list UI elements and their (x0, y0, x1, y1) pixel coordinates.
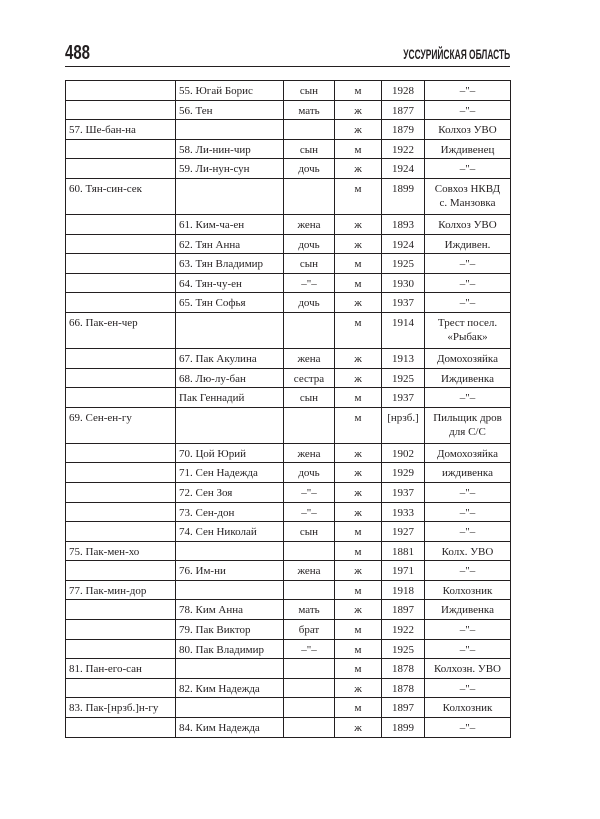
sex-cell: ж (335, 293, 382, 313)
relation-cell: мать (284, 600, 335, 620)
note-cell: Иждивенец (425, 139, 511, 159)
member-name-cell: 82. Ким Надежда (176, 678, 284, 698)
table-row (66, 100, 511, 120)
relation-cell: дочь (284, 463, 335, 483)
member-name-cell (176, 120, 284, 140)
relation-cell (284, 659, 335, 679)
birth-year-cell: 1937 (382, 482, 425, 502)
table-row (66, 178, 511, 214)
household-head-cell (66, 502, 176, 522)
member-name-cell (176, 698, 284, 718)
note-cell: Колхозник (425, 698, 511, 718)
household-head-cell: 81. Пан-его-сан (66, 659, 176, 679)
note-cell: –"– (425, 522, 511, 542)
note-cell: Колхозник (425, 580, 511, 600)
note-cell: –"– (425, 254, 511, 274)
sex-cell: м (335, 312, 382, 348)
table-row (66, 463, 511, 483)
birth-year-cell: 1925 (382, 368, 425, 388)
household-head-cell (66, 561, 176, 581)
household-head-cell: 83. Пак-[нрзб.]н-гу (66, 698, 176, 718)
relation-cell: дочь (284, 159, 335, 179)
relation-cell: сестра (284, 368, 335, 388)
household-head-cell (66, 234, 176, 254)
table-row (66, 214, 511, 234)
sex-cell: ж (335, 100, 382, 120)
household-head-cell (66, 620, 176, 640)
relation-cell (284, 580, 335, 600)
table-row (66, 348, 511, 368)
note-cell: –"– (425, 639, 511, 659)
sex-cell: ж (335, 718, 382, 738)
relation-cell (284, 718, 335, 738)
household-head-cell: 57. Ше-бан-на (66, 120, 176, 140)
birth-year-cell: 1925 (382, 639, 425, 659)
household-head-cell (66, 482, 176, 502)
household-head-cell: 75. Пак-мен-хо (66, 541, 176, 561)
note-cell: –"– (425, 678, 511, 698)
relation-cell: сын (284, 81, 335, 101)
member-name-cell (176, 541, 284, 561)
member-name-cell: 58. Ли-нин-чир (176, 139, 284, 159)
member-name-cell: 74. Сен Николай (176, 522, 284, 542)
table-row (66, 639, 511, 659)
relation-cell (284, 312, 335, 348)
relation-cell: –"– (284, 482, 335, 502)
header-rule (65, 66, 510, 67)
birth-year-cell: 1902 (382, 443, 425, 463)
note-cell: –"– (425, 293, 511, 313)
sex-cell: ж (335, 600, 382, 620)
table-row (66, 81, 511, 101)
birth-year-cell: 1914 (382, 312, 425, 348)
note-cell: Иждивенка (425, 368, 511, 388)
birth-year-cell: [нрзб.] (382, 407, 425, 443)
birth-year-cell: 1899 (382, 718, 425, 738)
relation-cell: сын (284, 254, 335, 274)
relation-cell (284, 678, 335, 698)
member-name-cell: 62. Тян Анна (176, 234, 284, 254)
birth-year-cell: 1924 (382, 159, 425, 179)
household-head-cell (66, 293, 176, 313)
relation-cell (284, 541, 335, 561)
sex-cell: ж (335, 234, 382, 254)
household-head-cell: 60. Тян-син-сек (66, 178, 176, 214)
sex-cell: ж (335, 463, 382, 483)
member-name-cell: 84. Ким Надежда (176, 718, 284, 738)
member-name-cell: 70. Цой Юрий (176, 443, 284, 463)
sex-cell: ж (335, 678, 382, 698)
member-name-cell (176, 312, 284, 348)
relation-cell: сын (284, 388, 335, 408)
table-row (66, 368, 511, 388)
household-head-cell (66, 159, 176, 179)
household-head-cell: 69. Сен-ен-гу (66, 407, 176, 443)
birth-year-cell: 1922 (382, 139, 425, 159)
household-head-cell (66, 100, 176, 120)
birth-year-cell: 1881 (382, 541, 425, 561)
relation-cell: сын (284, 522, 335, 542)
household-head-cell (66, 718, 176, 738)
note-cell: Колхозн. УВО (425, 659, 511, 679)
table-row (66, 698, 511, 718)
note-cell: –"– (425, 159, 511, 179)
relation-cell: –"– (284, 502, 335, 522)
sex-cell: ж (335, 159, 382, 179)
birth-year-cell: 1913 (382, 348, 425, 368)
birth-year-cell: 1878 (382, 659, 425, 679)
table-row (66, 620, 511, 640)
note-cell: Колхоз УВО (425, 214, 511, 234)
table-row (66, 678, 511, 698)
note-cell: Пильщик дров для С/С (425, 407, 511, 443)
household-head-cell (66, 254, 176, 274)
birth-year-cell: 1878 (382, 678, 425, 698)
relation-cell: жена (284, 214, 335, 234)
household-head-cell: 66. Пак-ен-чер (66, 312, 176, 348)
member-name-cell: 61. Ким-ча-ен (176, 214, 284, 234)
birth-year-cell: 1928 (382, 81, 425, 101)
household-head-cell (66, 522, 176, 542)
member-name-cell: 71. Сен Надежда (176, 463, 284, 483)
birth-year-cell: 1924 (382, 234, 425, 254)
member-name-cell: 67. Пак Акулина (176, 348, 284, 368)
household-head-cell: 77. Пак-мин-дор (66, 580, 176, 600)
table-row (66, 273, 511, 293)
note-cell: –"– (425, 81, 511, 101)
note-cell: –"– (425, 502, 511, 522)
table-row (66, 580, 511, 600)
note-cell: иждивенка (425, 463, 511, 483)
note-cell: –"– (425, 100, 511, 120)
household-register-table (65, 80, 511, 738)
birth-year-cell: 1971 (382, 561, 425, 581)
page-number: 488 (65, 42, 91, 64)
birth-year-cell: 1897 (382, 698, 425, 718)
sex-cell: ж (335, 368, 382, 388)
note-cell: Колхоз УВО (425, 120, 511, 140)
table-row (66, 600, 511, 620)
note-cell: Иждивенка (425, 600, 511, 620)
table-row (66, 388, 511, 408)
household-head-cell (66, 81, 176, 101)
table-row (66, 293, 511, 313)
sex-cell: м (335, 639, 382, 659)
birth-year-cell: 1893 (382, 214, 425, 234)
birth-year-cell: 1927 (382, 522, 425, 542)
note-cell: –"– (425, 718, 511, 738)
relation-cell (284, 178, 335, 214)
member-name-cell: 73. Сен-дон (176, 502, 284, 522)
birth-year-cell: 1937 (382, 293, 425, 313)
member-name-cell: 59. Ли-нун-сун (176, 159, 284, 179)
household-head-cell (66, 348, 176, 368)
household-head-cell (66, 368, 176, 388)
birth-year-cell: 1899 (382, 178, 425, 214)
member-name-cell: 72. Сен Зоя (176, 482, 284, 502)
table-row (66, 312, 511, 348)
member-name-cell: Пак Геннадий (176, 388, 284, 408)
note-cell: Колх. УВО (425, 541, 511, 561)
member-name-cell (176, 659, 284, 679)
sex-cell: ж (335, 502, 382, 522)
sex-cell: м (335, 273, 382, 293)
note-cell: –"– (425, 561, 511, 581)
table-row (66, 234, 511, 254)
birth-year-cell: 1879 (382, 120, 425, 140)
sex-cell: ж (335, 348, 382, 368)
member-name-cell: 55. Югай Борис (176, 81, 284, 101)
table-row (66, 482, 511, 502)
relation-cell: дочь (284, 293, 335, 313)
member-name-cell: 68. Лю-лу-бан (176, 368, 284, 388)
sex-cell: м (335, 139, 382, 159)
sex-cell: м (335, 620, 382, 640)
running-title: УССУРИЙСКАЯ ОБЛАСТЬ (403, 46, 510, 62)
birth-year-cell: 1929 (382, 463, 425, 483)
household-head-cell (66, 678, 176, 698)
relation-cell (284, 407, 335, 443)
note-cell: Совхоз НКВД с. Манзовка (425, 178, 511, 214)
birth-year-cell: 1897 (382, 600, 425, 620)
member-name-cell (176, 407, 284, 443)
household-head-cell (66, 273, 176, 293)
birth-year-cell: 1877 (382, 100, 425, 120)
household-head-cell (66, 139, 176, 159)
table-row (66, 120, 511, 140)
member-name-cell: 78. Ким Анна (176, 600, 284, 620)
note-cell: –"– (425, 388, 511, 408)
household-head-cell (66, 388, 176, 408)
birth-year-cell: 1925 (382, 254, 425, 274)
member-name-cell (176, 178, 284, 214)
household-head-cell (66, 463, 176, 483)
note-cell: –"– (425, 620, 511, 640)
relation-cell: –"– (284, 639, 335, 659)
sex-cell: м (335, 659, 382, 679)
household-head-cell (66, 639, 176, 659)
sex-cell: ж (335, 443, 382, 463)
table-row (66, 407, 511, 443)
sex-cell: м (335, 254, 382, 274)
sex-cell: м (335, 580, 382, 600)
relation-cell: брат (284, 620, 335, 640)
sex-cell: ж (335, 214, 382, 234)
sex-cell: м (335, 407, 382, 443)
household-head-cell (66, 214, 176, 234)
relation-cell (284, 698, 335, 718)
member-name-cell: 64. Тян-чу-ен (176, 273, 284, 293)
member-name-cell: 65. Тян Софья (176, 293, 284, 313)
sex-cell: м (335, 698, 382, 718)
member-name-cell: 80. Пак Владимир (176, 639, 284, 659)
table-row (66, 561, 511, 581)
note-cell: Домохозяйка (425, 443, 511, 463)
note-cell: Трест посел. «Рыбак» (425, 312, 511, 348)
birth-year-cell: 1922 (382, 620, 425, 640)
member-name-cell: 76. Им-ни (176, 561, 284, 581)
table-row (66, 502, 511, 522)
birth-year-cell: 1933 (382, 502, 425, 522)
member-name-cell (176, 580, 284, 600)
sex-cell: м (335, 81, 382, 101)
relation-cell: жена (284, 348, 335, 368)
table-row (66, 443, 511, 463)
sex-cell: ж (335, 120, 382, 140)
table-row (66, 718, 511, 738)
sex-cell: ж (335, 482, 382, 502)
table-row (66, 139, 511, 159)
table-row (66, 159, 511, 179)
member-name-cell: 79. Пак Виктор (176, 620, 284, 640)
table-row (66, 522, 511, 542)
birth-year-cell: 1930 (382, 273, 425, 293)
member-name-cell: 56. Тен (176, 100, 284, 120)
relation-cell: жена (284, 561, 335, 581)
sex-cell: м (335, 522, 382, 542)
relation-cell: сын (284, 139, 335, 159)
note-cell: Домохозяйка (425, 348, 511, 368)
relation-cell: жена (284, 443, 335, 463)
relation-cell: мать (284, 100, 335, 120)
table-row (66, 541, 511, 561)
sex-cell: м (335, 541, 382, 561)
member-name-cell: 63. Тян Владимир (176, 254, 284, 274)
household-head-cell (66, 443, 176, 463)
birth-year-cell: 1937 (382, 388, 425, 408)
relation-cell (284, 120, 335, 140)
table-row (66, 659, 511, 679)
sex-cell: м (335, 178, 382, 214)
note-cell: Иждивен. (425, 234, 511, 254)
birth-year-cell: 1918 (382, 580, 425, 600)
table-row (66, 254, 511, 274)
sex-cell: ж (335, 561, 382, 581)
relation-cell: дочь (284, 234, 335, 254)
relation-cell: –"– (284, 273, 335, 293)
note-cell: –"– (425, 482, 511, 502)
sex-cell: м (335, 388, 382, 408)
household-head-cell (66, 600, 176, 620)
note-cell: –"– (425, 273, 511, 293)
